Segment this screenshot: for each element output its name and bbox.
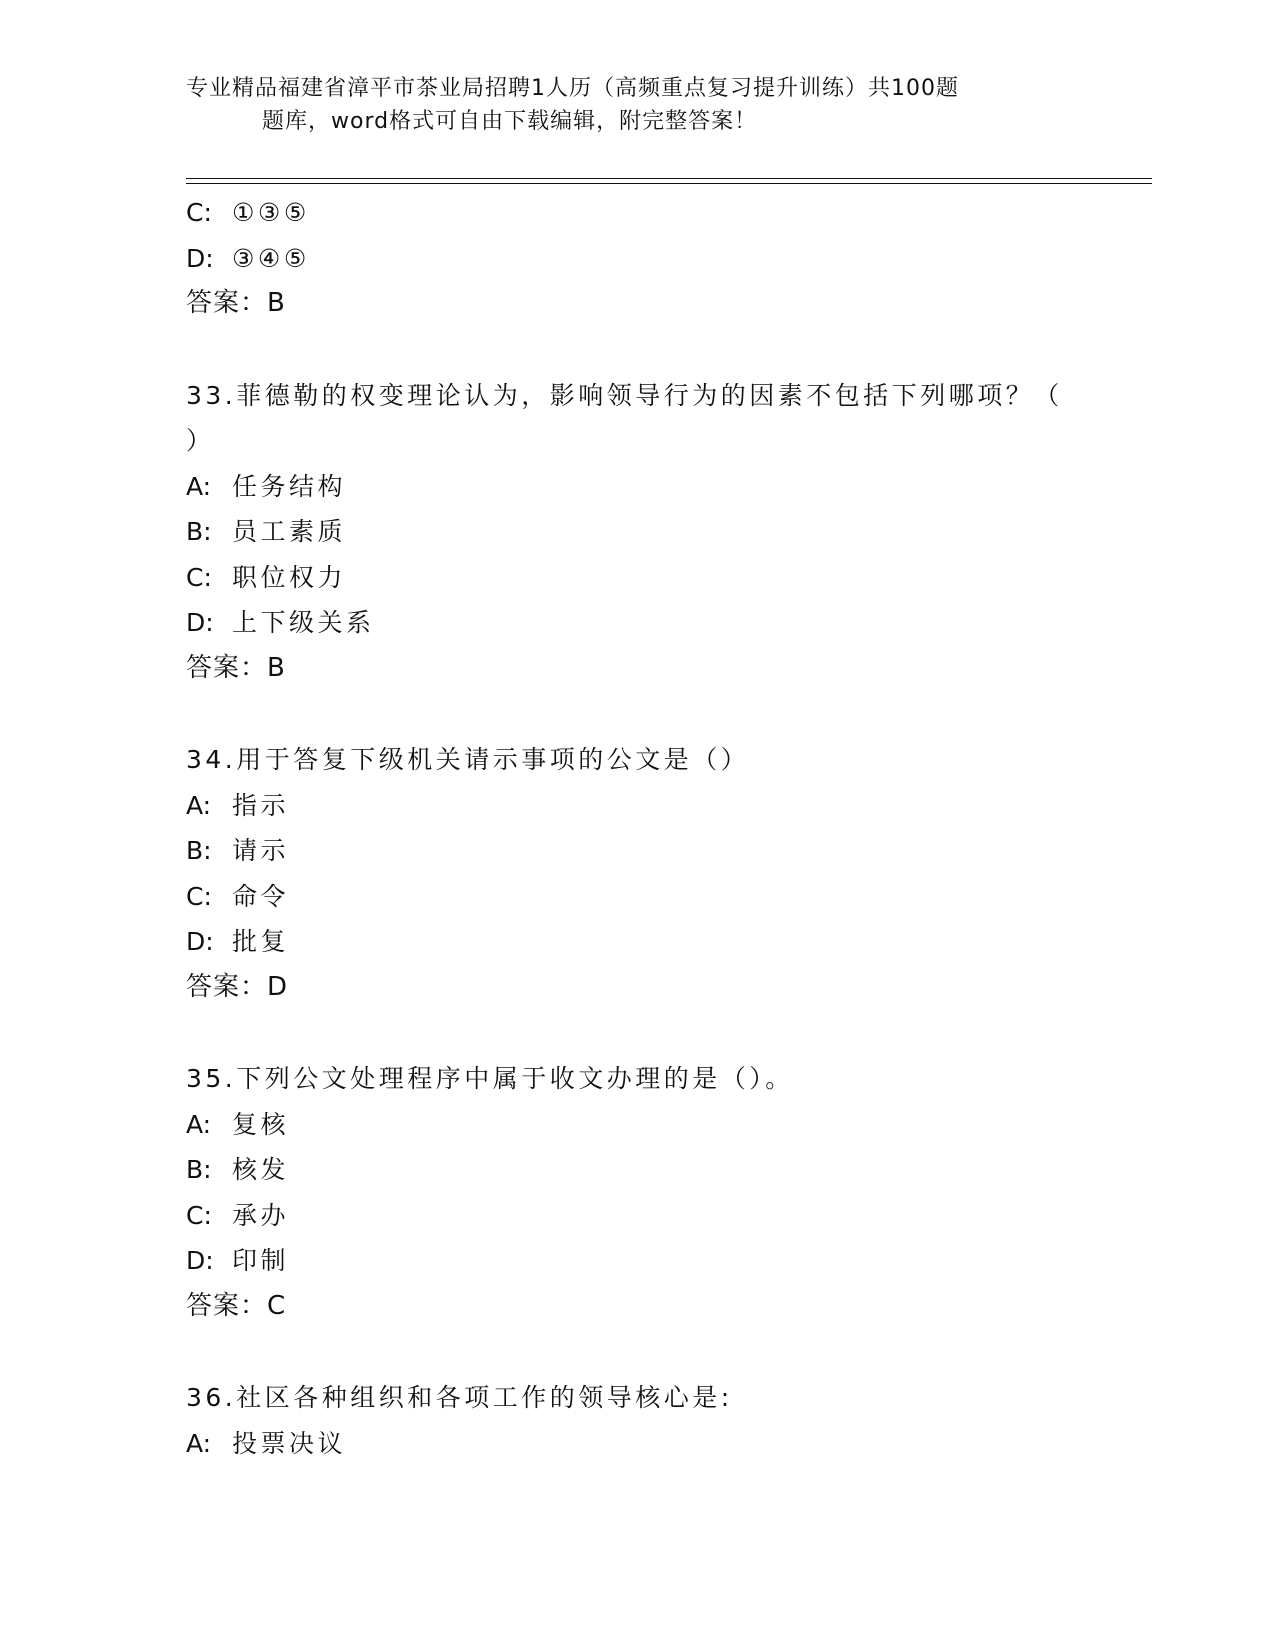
answer-line: 答案：D <box>186 971 289 1002</box>
option-text: 职位权力 <box>232 562 347 592</box>
option-row <box>186 1147 1086 1193</box>
answer-line: 答案：B <box>186 652 286 683</box>
option-text: 复核 <box>232 1109 290 1139</box>
option-label: A: <box>186 1109 212 1139</box>
answer-line: 答案：B <box>186 288 286 318</box>
option-text: 上下级关系 <box>232 608 375 637</box>
option-text: 核发 <box>232 1155 290 1184</box>
option-row <box>186 555 1086 601</box>
option-label: B: <box>186 836 212 865</box>
option-text: 批复 <box>232 927 290 956</box>
option-text: 承办 <box>232 1200 290 1230</box>
option-label: C: <box>186 1200 212 1230</box>
option-row <box>186 828 1086 874</box>
option-text: ①③⑤ <box>232 198 310 227</box>
option-label: D: <box>186 1246 214 1275</box>
option-text: ③④⑤ <box>232 243 310 273</box>
option-label: B: <box>186 1155 212 1184</box>
question-stem: 36.社区各种组织和各项工作的领导核心是: <box>186 1383 733 1412</box>
option-text: 任务结构 <box>232 471 347 501</box>
header-divider-top <box>186 178 1152 179</box>
document-header <box>186 72 1086 138</box>
option-row <box>186 464 1086 510</box>
option-label: D: <box>186 608 214 637</box>
option-text: 指示 <box>232 790 290 820</box>
option-label: C: <box>186 562 212 592</box>
question-stem: 35.下列公文处理程序中属于收文办理的是（）。 <box>186 1064 794 1093</box>
option-row <box>186 783 1086 829</box>
option-row <box>186 1193 1086 1239</box>
option-row <box>186 236 1086 282</box>
option-label: A: <box>186 471 212 501</box>
option-label: A: <box>186 1428 212 1458</box>
option-row <box>186 1238 1086 1284</box>
option-text: 请示 <box>232 836 290 865</box>
header-title-line-2: 题库，word格式可自由下载编辑，附完整答案！ <box>262 109 758 134</box>
option-text: 印制 <box>232 1246 290 1275</box>
header-title-line-1: 专业精品福建省漳平市茶业局招聘1人历（高频重点复习提升训练）共100题 <box>186 76 959 101</box>
option-label: A: <box>186 790 212 820</box>
option-row <box>186 919 1086 965</box>
option-row <box>186 190 1086 236</box>
answer-line: 答案：C <box>186 1290 287 1321</box>
option-label: B: <box>186 517 212 546</box>
option-label: D: <box>186 927 214 956</box>
option-row <box>186 509 1086 555</box>
option-row <box>186 600 1086 646</box>
option-label: D: <box>186 243 214 273</box>
question-stem: 33.菲德勒的权变理论认为，影响领导行为的因素不包括下列哪项？（ <box>186 380 1063 410</box>
option-row <box>186 874 1086 920</box>
option-text: 投票决议 <box>232 1428 347 1458</box>
option-text: 员工素质 <box>232 517 347 546</box>
option-label: C: <box>186 198 212 227</box>
option-label: C: <box>186 881 212 911</box>
question-stem-continued: ） <box>186 426 212 455</box>
question-list <box>186 190 1086 1466</box>
option-row <box>186 1421 1086 1467</box>
question-stem: 34.用于答复下级机关请示事项的公文是（） <box>186 745 750 774</box>
option-text: 命令 <box>232 881 290 911</box>
option-row <box>186 1102 1086 1148</box>
header-divider-bottom <box>186 183 1152 184</box>
